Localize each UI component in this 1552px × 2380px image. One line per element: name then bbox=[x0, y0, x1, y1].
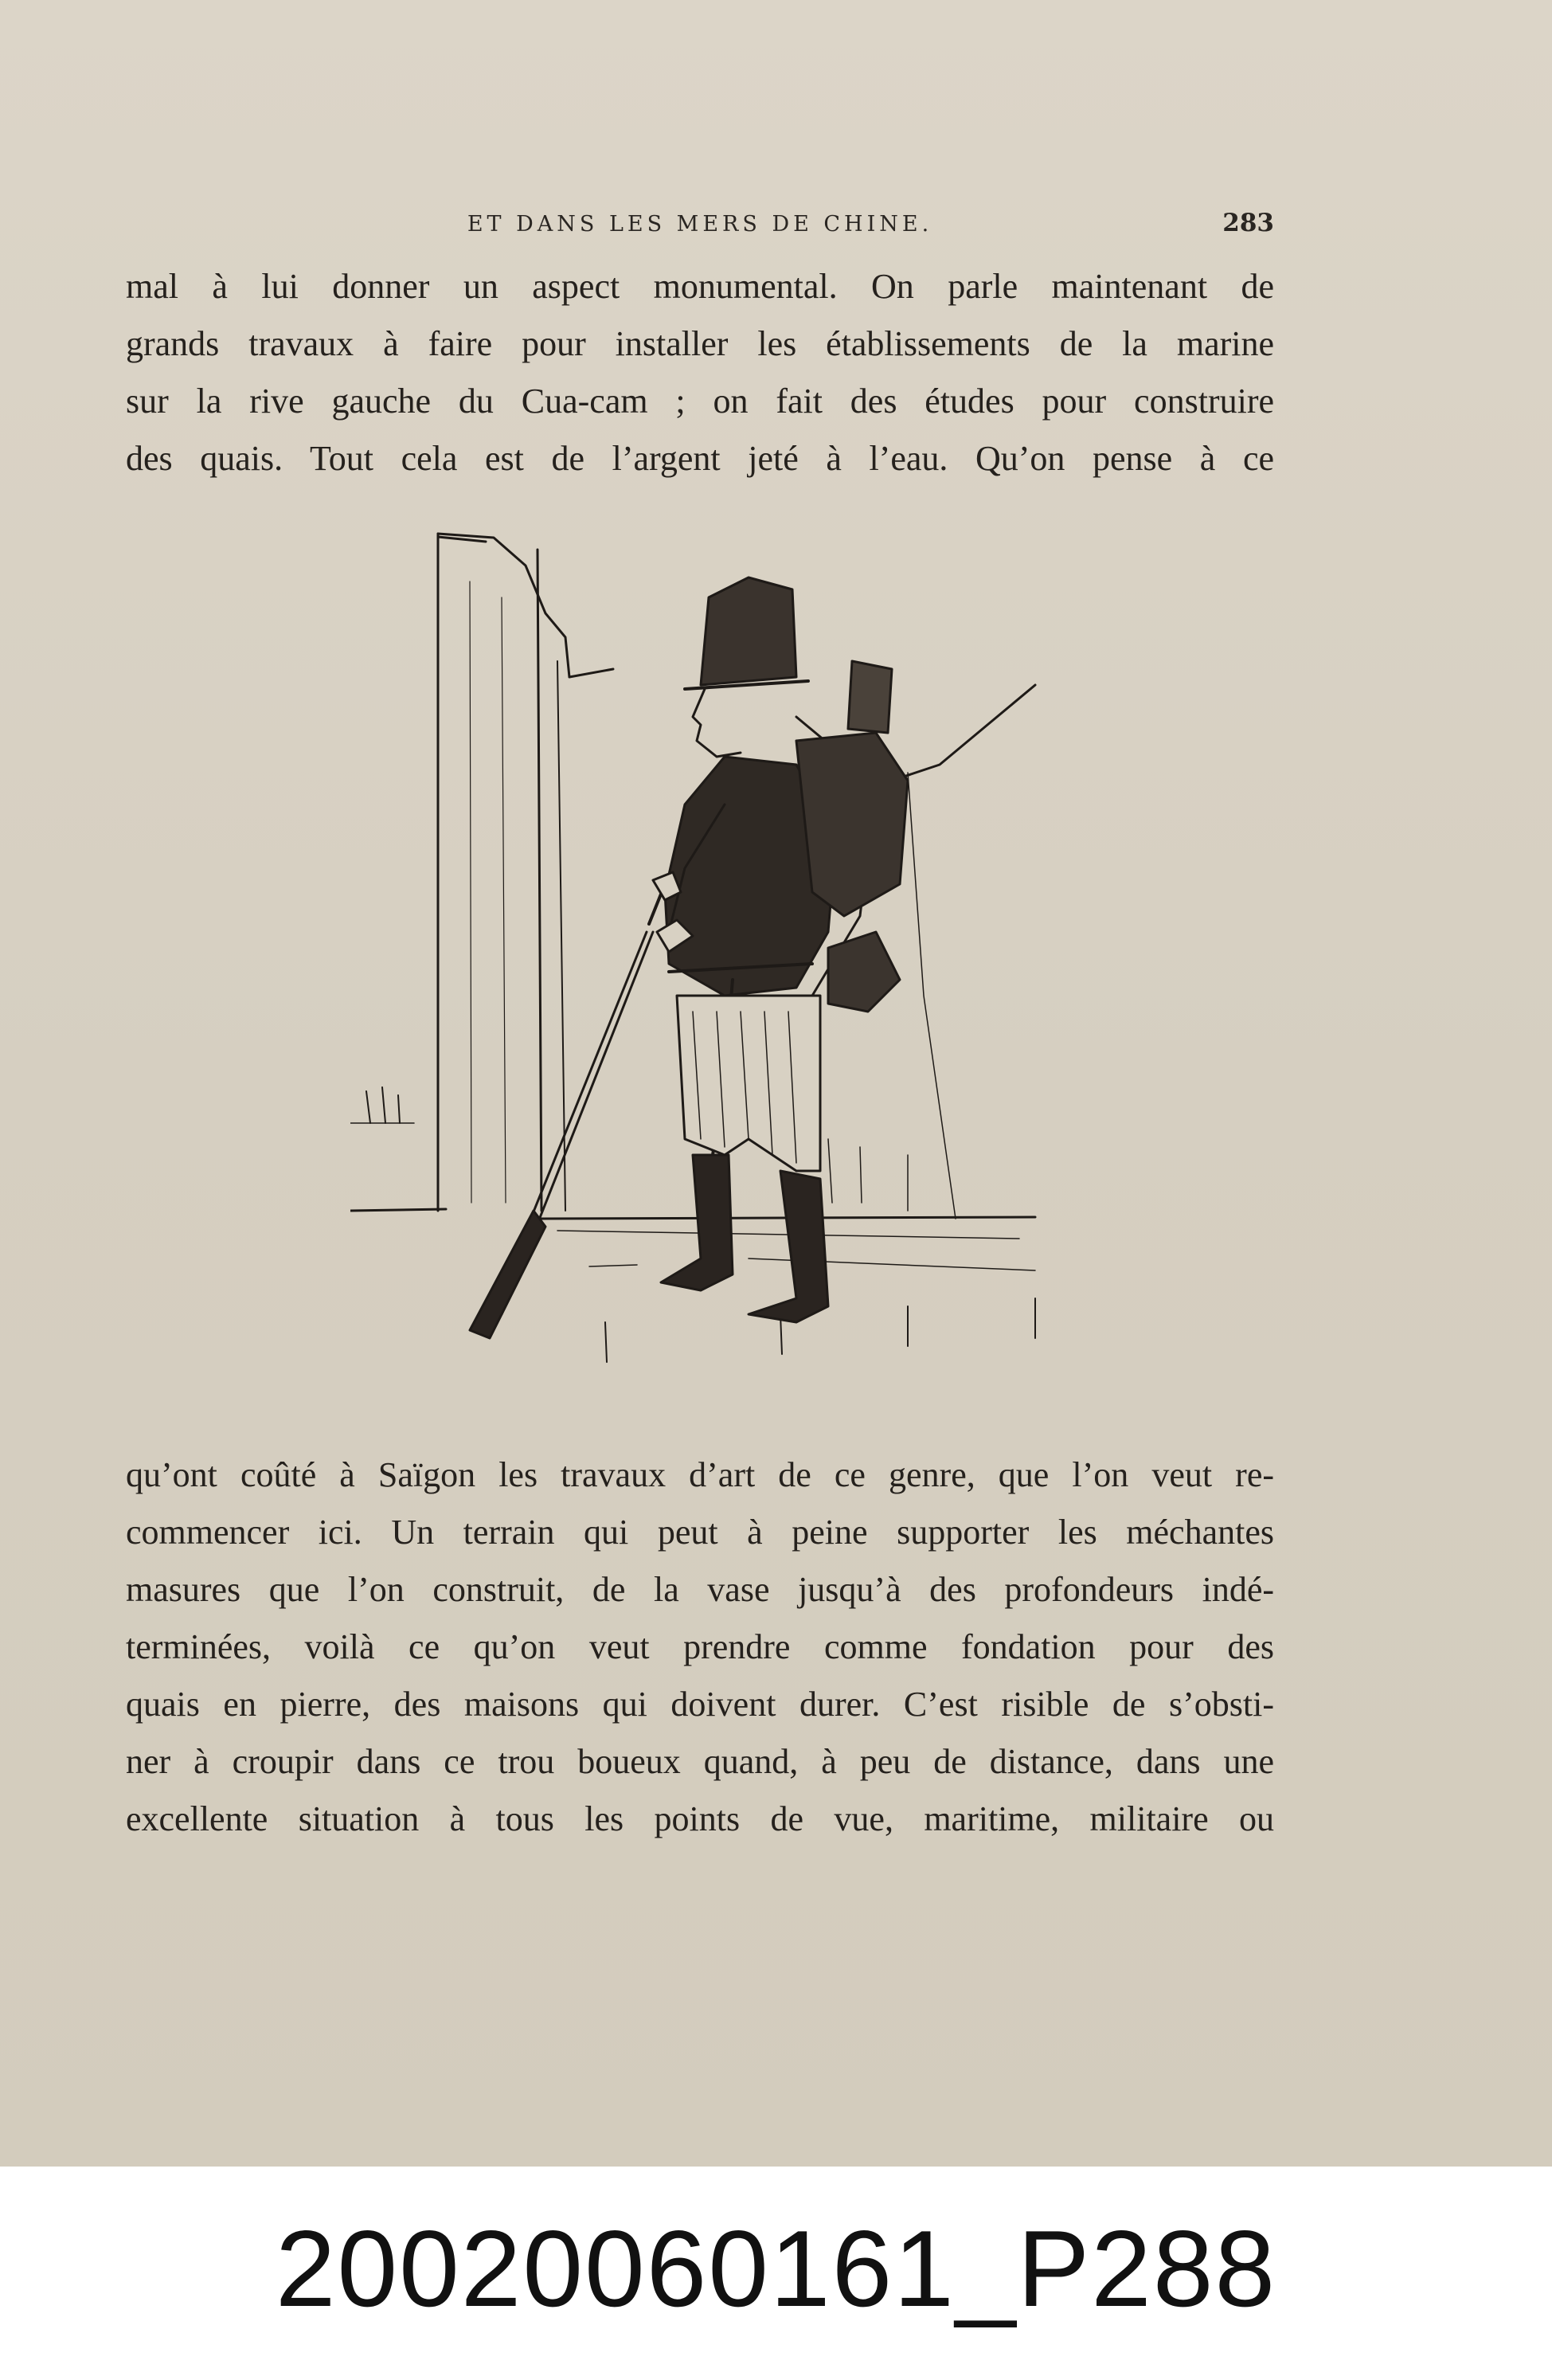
stone-wall bbox=[438, 534, 613, 1211]
text-line: mal à lui donner un aspect monumental. On parle maintenant de bbox=[126, 267, 1274, 306]
text-line: qu’ont coûté à Saïgon les travaux d’art de ce genre, que l’on veut re- bbox=[126, 1455, 1274, 1494]
soldier-illustration bbox=[350, 518, 1067, 1410]
text-line: sur la rive gauche du Cua-cam ; on fait des études pour construire bbox=[126, 382, 1274, 421]
archive-identifier: 20020060161_P288 bbox=[275, 2208, 1277, 2329]
text-line: terminées, voilà ce qu’on veut prendre comme fondation pour des bbox=[126, 1627, 1274, 1666]
running-head bbox=[126, 209, 1274, 241]
text-line: masures que l’on construit, de la vase jusqu’à des profondeurs indé- bbox=[126, 1570, 1274, 1609]
footer-bar bbox=[0, 2167, 1552, 2380]
text-line: des quais. Tout cela est de l’argent jeté à l’eau. Qu’on pense à ce bbox=[126, 439, 1274, 478]
soldier-figure bbox=[653, 577, 908, 1322]
page-number: 283 bbox=[1222, 209, 1274, 237]
text-line: excellente situation à tous les points de vue, maritime, militaire ou bbox=[126, 1799, 1274, 1838]
text-line: quais en pierre, des maisons qui doivent durer. C’est risible de s’obsti- bbox=[126, 1685, 1274, 1724]
running-title: ET DANS LES MERS DE CHINE. bbox=[467, 212, 933, 237]
text-line: grands travaux à faire pour installer les établissements de la marine bbox=[126, 324, 1274, 363]
paragraph-bottom bbox=[126, 1446, 1274, 1848]
paragraph-top bbox=[126, 258, 1274, 487]
text-line: ner à croupir dans ce trou boueux quand, à peu de distance, dans une bbox=[126, 1742, 1274, 1781]
text-line: commencer ici. Un terrain qui peut à peine supporter les méchantes bbox=[126, 1513, 1274, 1552]
rifle bbox=[470, 884, 665, 1338]
